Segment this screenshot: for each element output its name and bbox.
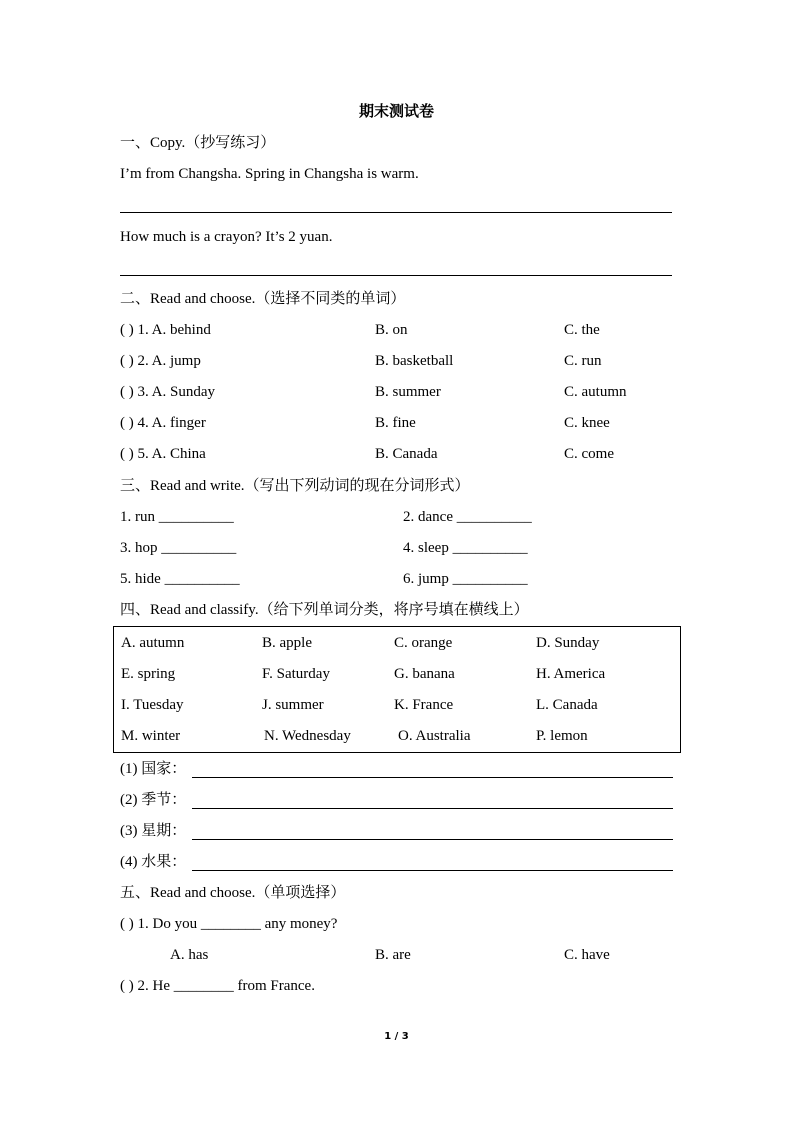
write-item-6: 6. jump __________	[403, 571, 528, 587]
section-1-heading: 一、Copy.（抄写练习）	[120, 135, 276, 151]
section-3-heading: 三、Read and write.（写出下列动词的现在分词形式）	[120, 478, 470, 494]
word-p: P. lemon	[536, 728, 588, 744]
category-line-1[interactable]	[192, 777, 673, 778]
choose-item-2-b: B. basketball	[375, 353, 454, 369]
question-1: ( ) 1. Do you ________ any money?	[120, 916, 338, 932]
choose-item-5-c: C. come	[564, 446, 614, 462]
write-item-5: 5. hide __________	[120, 571, 240, 587]
word-g: G. banana	[394, 666, 455, 682]
category-label-3: (3) 星期：	[120, 823, 187, 839]
word-b: B. apple	[262, 635, 312, 651]
category-label-2: (2) 季节：	[120, 792, 187, 808]
page-number: 1 / 3	[384, 1031, 409, 1042]
choose-item-3-c: C. autumn	[564, 384, 627, 400]
question-1-option-a: A. has	[170, 947, 209, 963]
copy-sentence-1: I’m from Changsha. Spring in Changsha is warm.	[120, 166, 419, 182]
choose-item-1-b: B. on	[375, 322, 408, 338]
question-2: ( ) 2. He ________ from France.	[120, 978, 315, 994]
word-l: L. Canada	[536, 697, 598, 713]
word-k: K. France	[394, 697, 454, 713]
section-2-heading: 二、Read and choose.（选择不同类的单词）	[120, 291, 406, 307]
word-i: I. Tuesday	[121, 697, 184, 713]
choose-item-1-a: ( ) 1. A. behind	[120, 322, 211, 338]
choose-item-3-a: ( ) 3. A. Sunday	[120, 384, 215, 400]
choose-item-2-a: ( ) 2. A. jump	[120, 353, 201, 369]
word-o: O. Australia	[398, 728, 471, 744]
write-item-2: 2. dance __________	[403, 509, 532, 525]
choose-item-1-c: C. the	[564, 322, 600, 338]
question-1-option-c: C. have	[564, 947, 610, 963]
word-d: D. Sunday	[536, 635, 600, 651]
word-a: A. autumn	[121, 635, 185, 651]
choose-item-2-c: C. run	[564, 353, 602, 369]
word-h: H. America	[536, 666, 606, 682]
question-1-option-b: B. are	[375, 947, 411, 963]
page-title: 期末测试卷	[358, 104, 434, 120]
category-line-4[interactable]	[192, 870, 673, 871]
choose-item-5-b: B. Canada	[375, 446, 438, 462]
write-item-3: 3. hop __________	[120, 540, 237, 556]
choose-item-3-b: B. summer	[375, 384, 441, 400]
word-m: M. winter	[121, 728, 181, 744]
section-5-heading: 五、Read and choose.（单项选择）	[120, 885, 346, 901]
copy-sentence-2: How much is a crayon? It’s 2 yuan.	[120, 229, 333, 245]
write-item-1: 1. run __________	[120, 509, 234, 525]
choose-item-4-c: C. knee	[564, 415, 610, 431]
category-line-2[interactable]	[192, 808, 673, 809]
copy-line-2[interactable]	[120, 275, 672, 276]
choose-item-5-a: ( ) 5. A. China	[120, 446, 206, 462]
copy-line-1[interactable]	[120, 212, 672, 213]
word-j: J. summer	[262, 697, 324, 713]
word-n: N. Wednesday	[264, 728, 351, 744]
category-label-4: (4) 水果：	[120, 854, 187, 870]
word-f: F. Saturday	[262, 666, 330, 682]
choose-item-4-b: B. fine	[375, 415, 416, 431]
word-e: E. spring	[121, 666, 176, 682]
word-c: C. orange	[394, 635, 453, 651]
write-item-4: 4. sleep __________	[403, 540, 528, 556]
category-label-1: (1) 国家：	[120, 761, 187, 777]
category-line-3[interactable]	[192, 839, 673, 840]
choose-item-4-a: ( ) 4. A. finger	[120, 415, 206, 431]
section-4-heading: 四、Read and classify.（给下列单词分类，将序号填在横线上）	[120, 602, 529, 618]
